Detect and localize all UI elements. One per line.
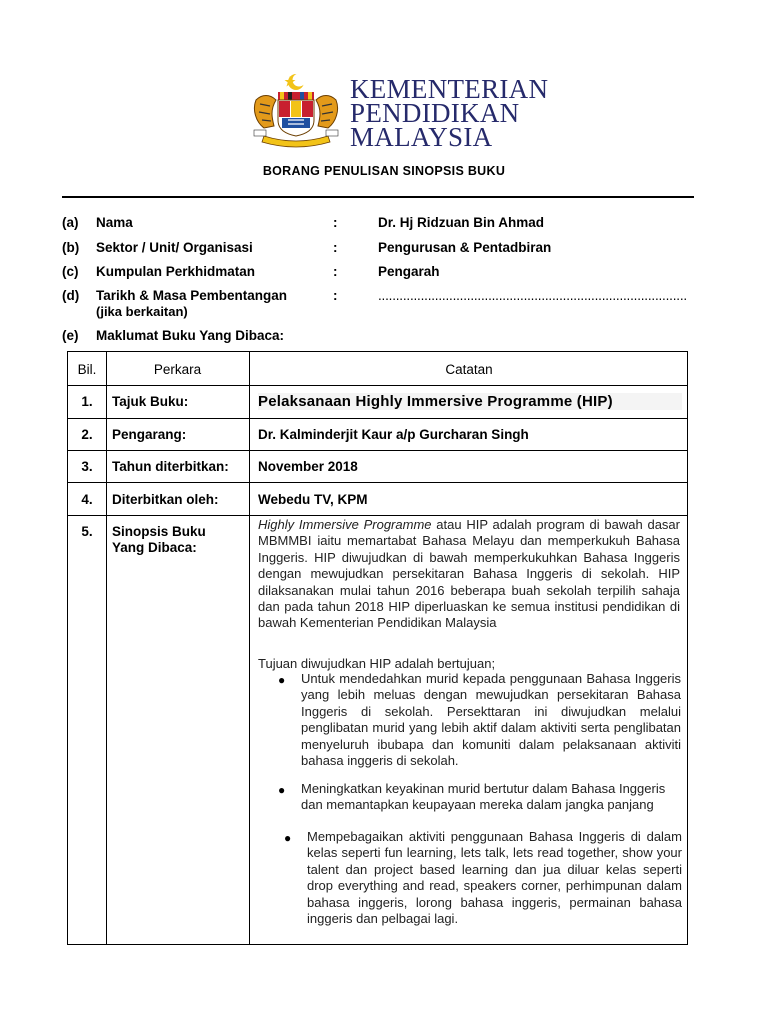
ministry-crest-logo bbox=[250, 70, 342, 148]
info-row-sector bbox=[0, 240, 768, 260]
table-row-bil: 3. bbox=[81, 459, 93, 474]
info-label: Kumpulan Perkhidmatan bbox=[96, 264, 256, 279]
synopsis-paragraph-1 bbox=[258, 517, 680, 632]
table-row-perkara: Tahun diterbitkan: bbox=[112, 459, 229, 474]
table-header-bil: Bil. bbox=[77, 362, 97, 377]
ministry-name-line1: KEMENTERIAN bbox=[350, 74, 549, 104]
info-value: Pengurusan & Pentadbiran bbox=[378, 240, 552, 255]
synopsis-label-line1: Sinopsis Buku bbox=[112, 524, 206, 539]
info-row-book bbox=[0, 328, 768, 348]
info-row-group bbox=[0, 264, 768, 284]
table-row-bil: 5. bbox=[81, 524, 93, 539]
info-colon: : bbox=[333, 215, 338, 230]
form-title: BORANG PENULISAN SINOPSIS BUKU bbox=[262, 164, 506, 178]
synopsis-italic-term: Highly Immersive Programme bbox=[258, 517, 432, 532]
info-letter: (a) bbox=[62, 215, 79, 230]
author-value: Dr. Kalminderjit Kaur a/p Gurcharan Singh bbox=[258, 427, 529, 442]
info-label: Sektor / Unit/ Organisasi bbox=[96, 240, 253, 255]
info-letter: (d) bbox=[62, 288, 80, 303]
table-row-perkara: Diterbitkan oleh: bbox=[112, 492, 219, 507]
info-letter: (e) bbox=[62, 328, 79, 343]
book-info-table bbox=[67, 351, 688, 945]
table-row-perkara: Tajuk Buku: bbox=[112, 394, 189, 409]
table-col-divider bbox=[106, 352, 107, 944]
info-label: Tarikh & Masa Pembentangan bbox=[96, 288, 288, 303]
book-title-value: Pelaksanaan Highly Immersive Programme (HIP) bbox=[258, 393, 682, 410]
info-colon: : bbox=[333, 240, 338, 255]
info-value: Dr. Hj Ridzuan Bin Ahmad bbox=[378, 215, 545, 230]
bullet-dot-icon: ● bbox=[278, 673, 286, 687]
table-row-divider bbox=[68, 385, 687, 386]
table-row-perkara: Pengarang: bbox=[112, 427, 187, 442]
table-header-perkara: Perkara bbox=[153, 362, 202, 377]
synopsis-bullet-2: Meningkatkan keyakinan murid bertutur dalam Bahasa Inggeris dan memantapkan keupayaan mereka dalam jangka panjang bbox=[301, 781, 666, 813]
title-divider bbox=[62, 196, 694, 198]
synopsis-label-line2: Yang Dibaca: bbox=[112, 540, 197, 555]
synopsis-bullet-1: Untuk mendedahkan murid kepada penggunaan Bahasa Inggeris yang lebih meluas dengan mewujudkan persekitaran Bahasa Inggeris di sekolah. Persekttaran ini diwujudkan melalui penglibatan murid yang lebih aktif dalam aktiviti serta penglibatan menyeluruh ibubapa dan komuniti dalam pelaksanaan aktiviti bahasa inggeris di sekolah. bbox=[301, 671, 681, 769]
table-header-catatan: Catatan bbox=[445, 362, 493, 377]
year-value: November 2018 bbox=[258, 459, 358, 474]
table-row-bil: 2. bbox=[81, 427, 93, 442]
info-label: Nama bbox=[96, 215, 133, 230]
synopsis-bullet-3: Mempebagaikan aktiviti penggunaan Bahasa Inggeris di dalam kelas seperti fun learning, lets talk, lets read together, show your talent dan project based learning dan jua diluar kelas seperti drop everything and read, speakers corner, perhimpunan dalam bahasa inggeris, lorong bahasa inggeris, permainan bahasa inggeris dan pelbagai lagi. bbox=[307, 829, 682, 927]
synopsis-paragraph-2: Tujuan diwujudkan HIP adalah bertujuan; bbox=[258, 656, 496, 671]
info-letter: (c) bbox=[62, 264, 79, 279]
table-row-divider bbox=[68, 482, 687, 483]
table-col-divider bbox=[249, 352, 250, 944]
table-row-divider bbox=[68, 515, 687, 516]
info-sublabel: (jika berkaitan) bbox=[96, 304, 188, 319]
table-row-divider bbox=[68, 450, 687, 451]
publisher-value: Webedu TV, KPM bbox=[258, 492, 368, 507]
ministry-name-line3: MALAYSIA bbox=[350, 122, 493, 152]
bullet-dot-icon: ● bbox=[284, 831, 292, 845]
info-colon: : bbox=[333, 264, 338, 279]
table-row-perkara bbox=[112, 524, 206, 556]
info-row-date bbox=[0, 288, 768, 322]
info-label: Maklumat Buku Yang Dibaca: bbox=[96, 328, 285, 343]
table-row-bil: 4. bbox=[81, 492, 93, 507]
info-value-blank: ....................................................................................... bbox=[378, 288, 687, 303]
info-letter: (b) bbox=[62, 240, 80, 255]
table-row-bil: 1. bbox=[81, 394, 93, 409]
table-row-divider bbox=[68, 418, 687, 419]
ministry-name-line2: PENDIDIKAN bbox=[350, 98, 520, 128]
info-value: Pengarah bbox=[378, 264, 440, 279]
info-colon: : bbox=[333, 288, 338, 303]
synopsis-paragraph-1-text: atau HIP adalah program di bawah dasar MBMMBI iaitu memartabat Bahasa Melayu dan memperkukuh Bahasa Inggeris. HIP diwujudkan di bawah memperkukuhkan Bahasa Inggeris dengan mewujudkan persekitaran Bahasa Inggeris di sekolah. HIP dilaksanakan mulai tahun 2016 beberapa buah sekolah terpilih sahaja dan pada tahun 2018 HIP diperluaskan ke semua institusi pendidikan di bawah Kementerian Pendidikan Malaysia bbox=[258, 517, 680, 631]
info-row-name bbox=[0, 215, 768, 235]
bullet-dot-icon: ● bbox=[278, 783, 286, 797]
